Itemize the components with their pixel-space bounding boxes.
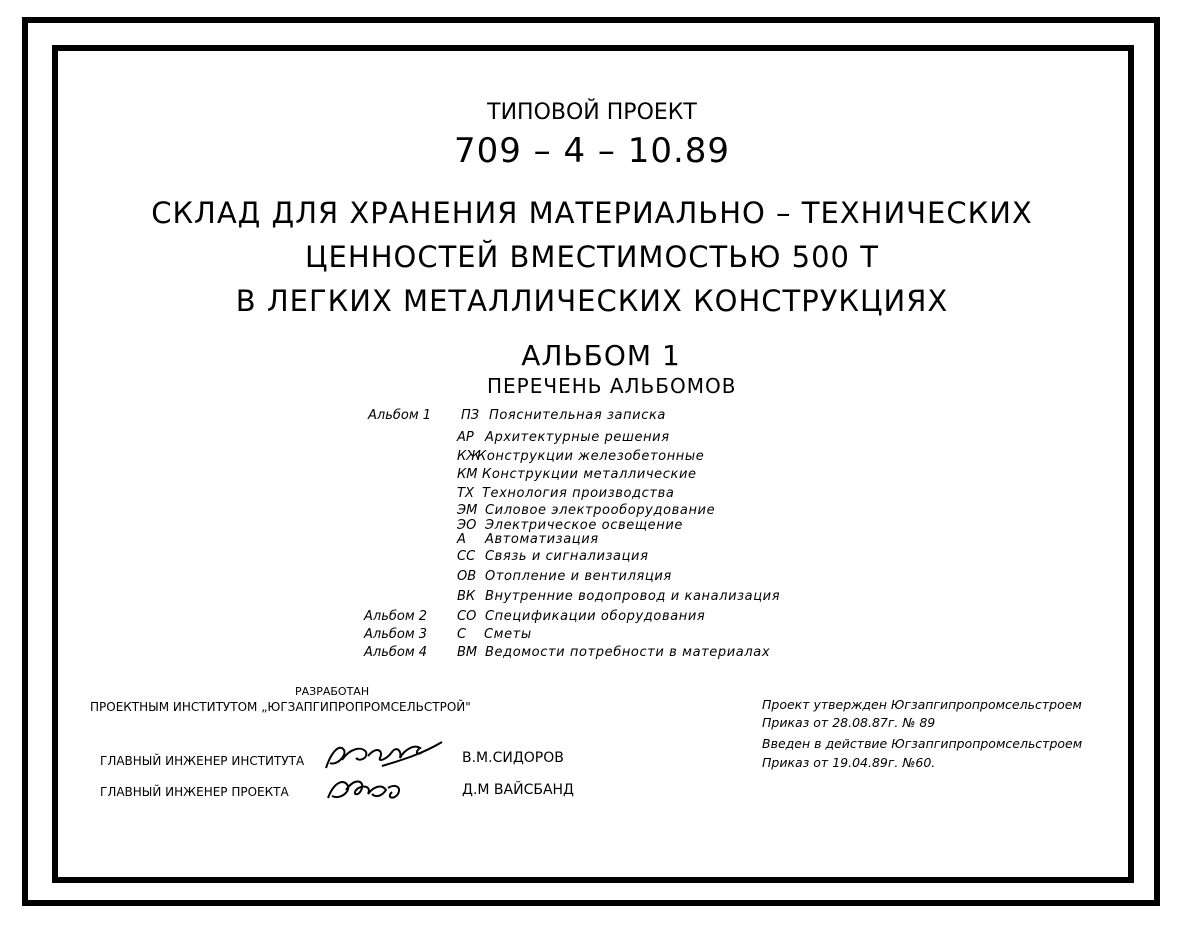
title-line-1: СКЛАД ДЛЯ ХРАНЕНИЯ МАТЕРИАЛЬНО – ТЕХНИЧЕСКИХ [151,196,1033,230]
developed-label: РАЗРАБОТАН [295,685,370,698]
section-name: Электрическое освещение [485,518,684,533]
section-code: ЭО [457,518,477,533]
section-code: КМ [457,467,478,482]
section-name: Силовое электрооборудование [485,503,716,518]
section-code: СС [457,549,476,564]
album-title: АЛЬБОМ 1 [521,339,681,372]
project-kind: ТИПОВОЙ ПРОЕКТ [487,100,697,125]
section-code: КЖ [457,449,481,464]
chief-engineer-institute-name: В.М.СИДОРОВ [462,750,564,766]
project-number: 709 – 4 – 10.89 [453,131,731,171]
section-name: Автоматизация [485,532,599,547]
section-name: Отопление и вентиляция [485,569,672,584]
album-label: Альбом 2 [364,609,428,624]
approval-line-4: Приказ от 19.04.89г. №60. [762,755,936,770]
section-name: Технология производства [482,486,675,501]
section-name: Внутренние водопровод и канализация [485,589,781,604]
section-code: АР [457,430,474,445]
chief-engineer-project-title: ГЛАВНЫЙ ИНЖЕНЕР ПРОЕКТА [100,785,289,799]
section-code: ТХ [457,486,474,501]
section-code: ПЗ [461,408,480,423]
section-name: Сметы [484,627,532,642]
album-label: Альбом 1 [368,408,432,423]
section-name: Конструкции железобетонные [477,449,705,464]
section-code: А [457,532,466,547]
section-code: ВК [457,589,476,604]
approval-line-1: Проект утвержден Югзапгипропромсельстроем [762,697,1082,712]
section-code: СО [457,609,477,624]
section-name: Связь и сигнализация [485,549,649,564]
album-label: Альбом 3 [364,627,428,642]
approval-line-3: Введен в действие Югзапгипропромсельстроем [762,736,1083,751]
section-code: ВМ [457,645,478,660]
developer-institute: ПРОЕКТНЫМ ИНСТИТУТОМ „ЮГЗАПГИПРОПРОМСЕЛЬСТРОЙ" [90,700,471,714]
title-line-3: В ЛЕГКИХ МЕТАЛЛИЧЕСКИХ КОНСТРУКЦИЯХ [235,284,949,318]
signature-vaisband [322,770,412,806]
section-name: Пояснительная записка [489,408,666,423]
album-list-heading: ПЕРЕЧЕНЬ АЛЬБОМОВ [487,374,737,398]
section-name: Ведомости потребности в материалах [485,645,771,660]
album-label: Альбом 4 [364,645,428,660]
section-name: Конструкции металлические [482,467,697,482]
approval-line-2: Приказ от 28.08.87г. № 89 [762,715,936,730]
section-code: ОВ [457,569,477,584]
section-code: ЭМ [457,503,478,518]
chief-engineer-project-name: Д.М ВАЙСБАНД [462,782,574,798]
chief-engineer-institute-title: ГЛАВНЫЙ ИНЖЕНЕР ИНСТИТУТА [100,754,305,768]
section-code: С [457,627,467,642]
title-line-2: ЦЕННОСТЕЙ ВМЕСТИМОСТЬЮ 500 Т [305,240,879,274]
section-name: Архитектурные решения [485,430,670,445]
section-name: Спецификации оборудования [485,609,706,624]
